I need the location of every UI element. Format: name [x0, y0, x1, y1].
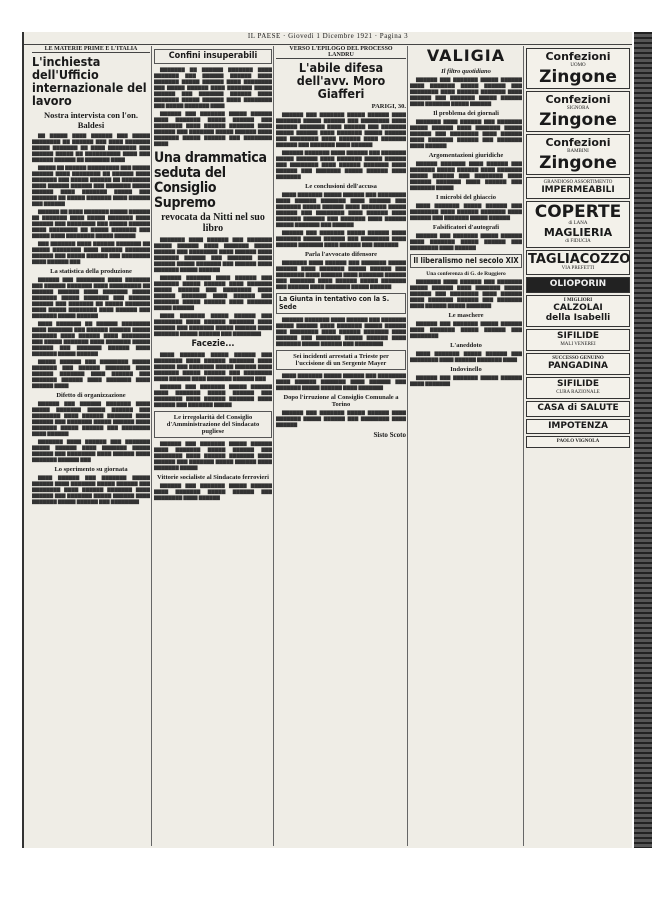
advertisement-impermeabili: GRANDIOSO ASSORTIMENTO IMPERMEABILI — [526, 177, 630, 199]
advertisement-zingone-signora: Confezioni SIGNORA Zingone — [526, 91, 630, 132]
article-body: ▇▇▇▇ ▇▇▇▇▇▇▇ ▇▇▇▇▇ ▇▇▇▇▇▇ ▇▇▇ ▇▇▇▇▇▇▇▇ ▇▇▇▇ ▇▇▇▇▇▇ ▇▇▇▇▇▇▇ ▇▇▇▇ — [410, 350, 522, 362]
column-rule — [523, 46, 524, 846]
article-subhead: revocata da Nitti nel suo libro — [161, 212, 265, 235]
article-signature: Sisto Scoto — [373, 431, 406, 440]
article-headline: La Giunta in tentativo con la S. Sede — [276, 293, 406, 314]
article-body: ▇▇▇▇▇▇▇ ▇▇▇▇ ▇▇▇▇▇▇ ▇▇▇ ▇▇▇▇▇▇▇ ▇▇▇▇▇ ▇▇▇▇▇▇ ▇▇▇▇ ▇▇▇▇▇▇▇ ▇▇▇▇▇ ▇▇▇▇▇▇ ▇▇▇ ▇▇▇▇▇▇▇▇ ▇▇▇▇ ▇▇▇▇▇▇ ▇▇▇▇ ▇▇▇▇▇▇▇ ▇▇▇▇▇▇ ▇▇▇ ▇▇▇▇▇▇▇ ▇▇▇▇ ▇▇▇▇▇▇ ▇▇▇▇▇ ▇▇▇▇▇▇▇ — [410, 278, 522, 308]
article-headline: Confini insuperabili — [154, 49, 272, 64]
advertisement-sifilide: SIFILIDE MALI VENEREI — [526, 329, 630, 351]
article-headline: Il liberalismo nel secolo XIX — [410, 254, 522, 268]
section-heading: Argomentazioni giuridiche — [428, 152, 504, 159]
article-subhead: Una conferenza di G. de Ruggiero — [426, 270, 506, 277]
column-3 — [276, 46, 406, 846]
left-margin — [0, 0, 8, 900]
article-body: ▇▇▇▇▇▇ ▇▇▇ ▇▇▇▇▇▇▇ ▇▇▇▇▇ ▇▇▇▇▇▇ ▇▇▇▇ ▇▇▇▇▇▇▇ ▇▇▇▇▇ ▇▇▇▇▇▇ ▇▇▇ ▇▇▇▇▇▇▇▇ ▇▇▇▇ ▇▇▇▇▇▇ ▇▇▇▇▇▇▇ ▇▇▇▇ ▇▇▇▇▇▇ ▇▇▇ ▇▇▇▇▇▇▇ ▇▇▇▇▇ ▇▇▇▇▇▇ ▇▇▇▇ ▇▇▇▇▇▇▇ ▇▇▇▇▇ ▇▇▇▇▇▇ ▇▇▇ ▇▇▇▇▇▇▇▇ ▇▇▇▇ ▇▇▇▇▇▇ ▇▇▇▇ ▇▇▇▇▇▇▇ ▇▇▇▇▇▇ ▇▇▇ ▇▇▇▇▇▇▇ ▇▇▇▇ ▇▇▇▇▇▇ ▇▇▇▇▇▇ ▇▇▇▇▇▇▇ ▇▇▇▇ ▇▇▇▇▇▇ ▇▇▇ ▇▇▇▇▇▇▇ ▇▇▇▇▇ ▇▇▇▇▇▇ ▇▇▇▇ ▇▇▇▇▇▇▇ ▇▇▇▇▇ ▇▇▇▇▇▇ ▇▇▇ ▇▇▇▇▇▇▇▇ ▇▇▇▇ ▇▇▇▇▇▇ ▇▇▇▇▇▇▇ ▇▇▇▇ ▇▇▇▇▇▇ ▇▇▇ ▇▇▇▇▇▇▇ ▇▇▇▇▇ ▇▇▇▇▇▇ ▇▇▇▇ ▇▇▇▇▇▇▇ — [276, 112, 406, 180]
article-headline: L'abile difesa dell'avv. Moro Giafferi — [296, 60, 386, 102]
dateline: PARIGI, 30. — [371, 103, 406, 111]
article-body: ▇▇▇▇▇▇ ▇▇▇ ▇▇▇▇▇▇▇▇ ▇▇▇▇ ▇▇▇▇▇▇▇ ▇▇▇ ▇▇▇▇▇▇ ▇▇▇▇▇▇▇ ▇▇▇▇ ▇▇▇▇▇▇▇▇▇ ▇▇ ▇▇▇▇▇▇ ▇▇▇▇▇▇ ▇▇▇▇ ▇▇▇▇▇▇▇ ▇▇▇▇▇ ▇▇▇▇▇▇▇ ▇▇▇▇▇ ▇▇▇▇▇▇▇ ▇▇▇ ▇▇▇▇▇▇ ▇▇▇▇▇▇ ▇▇▇ ▇▇▇▇▇▇▇ ▇▇ ▇▇▇▇▇ ▇▇▇▇▇▇▇ ▇▇▇▇ ▇▇▇▇▇ ▇▇▇▇▇▇▇▇ ▇▇▇▇ ▇▇▇▇▇▇ ▇▇▇ ▇▇▇▇▇▇▇ ▇▇▇▇▇ ▇▇▇▇▇▇ ▇▇▇▇ ▇▇▇▇▇▇▇ ▇▇ ▇▇▇▇▇▇ ▇▇▇▇▇▇▇▇ ▇▇▇▇ ▇▇▇▇▇▇▇ ▇▇▇ ▇▇▇▇▇▇ ▇▇▇▇▇▇ ▇▇▇▇▇ ▇▇▇▇▇▇▇ ▇▇▇▇ ▇▇▇▇▇▇ ▇▇▇▇ ▇▇▇▇▇▇▇▇ ▇▇▇ ▇▇▇▇▇ ▇▇▇▇▇▇▇ ▇▇▇▇ ▇▇▇▇▇▇▇ ▇▇▇▇▇ ▇▇▇▇▇▇ ▇▇▇ ▇▇▇▇▇▇▇ ▇▇▇▇▇▇ ▇▇▇▇ ▇▇▇▇▇▇▇ ▇▇▇▇▇ ▇▇▇▇▇▇ ▇▇▇▇▇ ▇▇▇▇▇▇ ▇▇▇ ▇▇▇▇▇▇▇▇ ▇▇▇▇▇ ▇▇▇▇▇▇▇ ▇▇▇ ▇▇▇▇▇▇ ▇▇▇▇▇▇▇ ▇▇▇▇ ▇▇▇▇▇▇ ▇▇▇▇▇▇▇ ▇▇▇▇ ▇▇▇▇▇▇ ▇▇▇ ▇▇▇▇▇▇▇ ▇▇▇▇▇▇ ▇▇▇▇ ▇▇▇▇▇▇▇ ▇▇▇▇ ▇▇▇▇▇▇ ▇▇▇▇ — [32, 276, 150, 388]
article-headline: Una drammatica seduta del Consiglio Supremo — [154, 150, 267, 211]
column-subtitle: Il filtro quotidiano — [441, 68, 491, 75]
article-kicker: VERSO L'EPILOGO DEL PROCESSO LANDRU — [276, 46, 406, 59]
section-heading: Parla l'avvocato difensore — [304, 251, 378, 259]
article-body: ▇▇▇▇▇▇▇ ▇▇ ▇▇▇▇▇▇ ▇▇▇▇▇▇▇ ▇▇▇▇ ▇▇▇▇▇▇▇ ▇▇▇ ▇▇▇▇▇▇ ▇▇▇▇▇▇ ▇▇▇▇ ▇▇▇▇▇▇▇ ▇▇▇▇▇ ▇▇▇▇▇▇ ▇▇▇▇ ▇▇▇▇▇▇▇▇ ▇▇▇ ▇▇▇▇▇ ▇▇▇▇▇▇ ▇▇▇▇ ▇▇▇▇▇▇▇ ▇▇▇▇▇ ▇▇▇▇▇▇ ▇▇▇ ▇▇▇▇▇▇▇ ▇▇▇▇▇▇ ▇▇▇▇ ▇▇▇▇▇▇▇ ▇▇▇▇▇ ▇▇▇▇▇▇ ▇▇▇▇ ▇▇▇▇▇▇▇▇ ▇▇▇ ▇▇▇▇▇ ▇▇▇▇▇▇▇ ▇▇▇▇ ▇▇▇▇▇▇ ▇▇▇ ▇▇▇▇▇▇▇ ▇▇▇▇▇ ▇▇▇▇▇▇ ▇▇▇▇ ▇▇▇▇▇▇▇ ▇▇▇▇▇ ▇▇▇▇▇▇ ▇▇▇ ▇▇▇▇▇▇▇▇ ▇▇▇▇ ▇▇▇▇▇▇ ▇▇▇▇▇▇▇ ▇▇▇▇ ▇▇▇▇▇▇ ▇▇▇ ▇▇▇▇▇▇▇ ▇▇▇▇▇ ▇▇▇▇▇▇ ▇▇▇▇ ▇▇▇▇▇▇▇ ▇▇▇▇▇ ▇▇▇▇▇▇ ▇▇▇ ▇▇▇▇▇▇▇▇ ▇▇▇▇ — [154, 67, 272, 147]
article-body: ▇▇▇▇▇▇ ▇▇▇ ▇▇▇▇▇▇▇ ▇▇▇▇▇ ▇▇▇▇▇▇ ▇▇▇▇ ▇▇▇▇▇▇▇ ▇▇▇▇▇ ▇▇▇▇▇▇ ▇▇▇ ▇▇▇▇▇▇▇▇ ▇▇▇▇ ▇▇▇▇▇▇ — [154, 482, 272, 500]
column-1 — [32, 46, 150, 846]
advertisement-cura-razionale: SIFILIDE CURA RAZIONALE — [526, 377, 630, 399]
article-body: ▇▇▇▇▇▇ ▇▇▇ ▇▇▇▇▇▇▇ ▇▇▇▇▇ ▇▇▇▇▇▇ ▇▇▇▇ ▇▇▇▇▇▇▇ ▇▇▇▇▇ ▇▇▇▇▇▇ ▇▇▇ ▇▇▇▇▇▇▇▇ ▇▇▇▇ ▇▇▇▇▇▇ ▇▇▇▇▇▇▇ ▇▇▇▇ ▇▇▇▇▇▇ ▇▇▇ ▇▇▇▇▇▇▇ ▇▇▇▇▇ ▇▇▇▇▇▇ ▇▇▇▇ ▇▇▇▇▇▇▇ ▇▇▇▇▇ — [154, 440, 272, 470]
page-masthead: IL PAESE · Giovedì 1 Dicembre 1921 · Pagina 3 — [24, 32, 632, 45]
column-2 — [154, 46, 272, 846]
article-body: ▇▇▇▇▇▇ ▇▇▇ ▇▇▇▇▇▇▇ ▇▇▇▇▇ ▇▇▇▇▇▇ ▇▇▇▇ ▇▇▇▇▇▇▇ ▇▇▇▇▇ ▇▇▇▇▇▇ ▇▇▇ ▇▇▇▇▇▇▇▇ ▇▇▇▇ ▇▇▇▇▇▇ — [276, 410, 406, 428]
article-body: ▇▇▇▇▇▇ ▇▇▇ ▇▇▇▇▇▇ ▇▇▇▇▇▇▇ ▇▇▇▇ ▇▇▇▇▇ ▇▇▇▇▇▇▇ ▇▇▇▇▇ ▇▇▇▇▇▇ ▇▇▇ ▇▇▇▇▇▇▇▇ ▇▇▇▇ ▇▇▇▇▇▇ ▇▇▇▇▇▇▇ ▇▇▇▇ ▇▇▇▇▇▇ ▇▇▇ ▇▇▇▇▇▇▇ ▇▇▇▇▇ ▇▇▇▇▇▇ ▇▇▇▇ ▇▇▇▇▇▇▇ ▇▇▇▇▇ ▇▇▇▇▇▇ ▇▇▇ ▇▇▇▇▇▇▇▇ ▇▇▇▇ ▇▇▇▇▇▇ ▇▇▇▇▇▇▇ ▇▇▇▇ ▇▇▇▇▇▇ ▇▇▇ ▇▇▇▇▇▇▇ ▇▇▇▇▇ ▇▇▇▇▇▇ ▇▇▇▇ ▇▇▇▇▇▇▇ ▇▇▇▇▇ ▇▇▇▇▇▇ ▇▇▇ ▇▇▇▇▇▇▇▇ ▇▇▇▇ ▇▇▇▇▇▇ ▇▇▇▇ ▇▇▇▇▇▇▇ ▇▇▇▇▇▇ ▇▇▇ — [32, 400, 150, 462]
brief-headline: Vittorie socialiste al Sindacato ferrovieri — [157, 473, 269, 481]
column-title: VALIGIA — [426, 46, 506, 65]
article-kicker: LE MATERIE PRIME E L'ITALIA — [32, 46, 150, 53]
column-rule — [407, 46, 408, 846]
newspaper-page — [22, 32, 632, 848]
advertisement-zingone-uomo: Confezioni UOMO Zingone — [526, 48, 630, 89]
advertisement-calzolai: I MIGLIORI CALZOLAI della Isabelli — [526, 295, 630, 327]
section-heading: Le maschere — [448, 311, 484, 319]
article-headline: L'inchiesta dell'Ufficio internazionale del lavoro — [32, 54, 147, 109]
section-heading: L'aneddoto — [450, 341, 482, 349]
article-headline: Facezie... — [191, 339, 235, 350]
article-body: ▇▇▇▇▇▇ ▇▇▇ ▇▇▇▇▇▇▇ ▇▇▇▇▇ ▇▇▇▇▇▇ ▇▇▇▇ ▇▇▇▇▇▇▇ ▇▇▇▇▇ ▇▇▇▇▇▇ ▇▇▇ ▇▇▇▇▇▇▇▇ ▇▇▇▇ ▇▇▇▇▇▇ — [410, 233, 522, 250]
article-body: ▇▇▇▇ ▇▇▇▇▇▇▇ ▇▇▇▇▇ ▇▇▇▇▇▇ ▇▇▇ ▇▇▇▇▇▇▇▇ ▇▇▇▇ ▇▇▇▇▇▇ ▇▇▇▇▇▇▇ ▇▇▇▇ ▇▇▇▇▇▇ ▇▇▇ ▇▇▇▇▇▇▇ ▇▇▇▇▇ ▇▇▇▇▇▇ — [410, 203, 522, 220]
column-rule — [151, 46, 152, 846]
column-rule — [273, 46, 274, 846]
article-subhead: Nostra intervista con l'on. Baldesi — [44, 109, 138, 130]
section-heading: Difetto di organizzazione — [56, 391, 126, 399]
advertisement-zingone-bambini: Confezioni BAMBINI Zingone — [526, 134, 630, 175]
scan-edge-strip — [634, 32, 652, 848]
section-heading: Indovinello — [450, 365, 482, 373]
brief-headline: Sei incidenti arrestati a Trieste per l'uccisione di un Sergente Mayer — [276, 350, 406, 370]
article-body: ▇▇▇▇▇▇▇ ▇▇▇▇ ▇▇▇▇▇▇ ▇▇▇ ▇▇▇▇▇▇▇ ▇▇▇▇▇ ▇▇▇▇▇▇ ▇▇▇▇ ▇▇▇▇▇▇▇ ▇▇▇▇▇ ▇▇▇▇▇▇ ▇▇▇ ▇▇▇▇▇▇▇▇ ▇▇▇▇ ▇▇▇▇▇▇ ▇▇▇▇ ▇▇▇▇▇▇▇ ▇▇▇▇▇▇ ▇▇▇ ▇▇▇▇▇▇▇ ▇▇▇▇ ▇▇▇▇▇▇ ▇▇▇▇▇ ▇▇▇▇▇▇▇ ▇▇▇ ▇▇▇▇▇▇ ▇▇▇▇ ▇▇▇▇▇▇▇ ▇▇▇▇▇ ▇▇▇▇▇▇ ▇▇▇▇▇▇ ▇▇▇▇▇▇▇ ▇▇▇▇ ▇▇▇▇▇▇ ▇▇▇ ▇▇▇▇▇▇▇ ▇▇▇▇▇ ▇▇▇▇▇▇ ▇▇▇▇ ▇▇▇▇▇▇▇ ▇▇▇▇▇ ▇▇▇▇▇▇ ▇▇▇ ▇▇▇▇▇▇▇▇ ▇▇▇▇ ▇▇▇▇▇▇ ▇▇▇▇▇▇▇ ▇▇▇▇ ▇▇▇▇▇▇ ▇▇▇ ▇▇▇▇▇▇▇ ▇▇▇▇▇ ▇▇▇▇▇▇ ▇▇▇▇ ▇▇▇▇▇▇▇ ▇▇▇▇▇ ▇▇▇▇▇▇ ▇▇▇▇ ▇▇▇▇▇▇▇ ▇▇▇▇▇ ▇▇▇▇▇▇ ▇▇▇ ▇▇▇▇▇▇▇▇ ▇▇▇▇ ▇▇▇▇▇▇ ▇▇▇▇▇▇▇ ▇▇▇▇ ▇▇▇▇▇▇ ▇▇▇ ▇▇▇▇▇▇▇ ▇▇▇▇▇ ▇▇▇▇▇▇ ▇▇▇▇ ▇▇▇▇▇▇▇ ▇▇▇▇▇ ▇▇▇▇▇▇ ▇▇▇ ▇▇▇▇▇▇▇▇ — [154, 237, 272, 337]
section-heading: Le conclusioni dell'accusa — [305, 183, 377, 191]
advertisement-paolo-vignola: PAOLO VIGNOLA — [526, 436, 630, 448]
advertisement-casa-di-salute: CASA di SALUTE — [526, 401, 630, 417]
article-body: ▇▇▇▇ ▇▇▇▇▇▇▇ ▇▇▇▇▇ ▇▇▇▇▇▇ ▇▇▇ ▇▇▇▇▇▇▇▇ ▇▇▇▇ ▇▇▇▇▇▇ ▇▇▇▇▇▇▇ ▇▇▇▇ ▇▇▇▇▇▇ ▇▇▇ ▇▇▇▇▇▇▇ ▇▇▇▇▇ ▇▇▇▇▇▇ ▇▇▇▇ ▇▇▇▇▇▇▇ ▇▇▇▇▇ ▇▇▇▇▇▇ ▇▇▇ ▇▇▇▇▇▇▇▇ ▇▇▇▇ ▇▇▇▇▇▇ ▇▇▇▇ ▇▇▇▇▇▇▇ ▇▇▇▇▇▇ ▇▇▇ ▇▇▇▇▇▇ ▇▇▇ ▇▇▇▇▇▇▇ ▇▇▇▇▇ ▇▇▇▇▇▇ ▇▇▇▇ ▇▇▇▇▇▇▇ ▇▇▇▇▇ ▇▇▇▇▇▇ ▇▇▇ ▇▇▇▇▇▇▇▇ ▇▇▇▇ ▇▇▇▇▇▇ ▇▇▇▇▇▇▇ ▇▇▇▇ ▇▇▇▇▇▇ ▇▇▇ ▇▇▇▇▇▇▇ ▇▇▇▇▇ — [154, 351, 272, 407]
advertisement-tagliacozzo: TAGLIACOZZO VIA PREFETTI — [526, 250, 630, 275]
advertisement-coperte: COPERTE di LANA MAGLIERIA di FIDUCIA — [526, 201, 630, 248]
column-4 — [410, 46, 522, 846]
advertisement-impotenza: IMPOTENZA — [526, 419, 630, 435]
brief-headline: Le irregolarità del Consiglio d'Amministrazione del Sindacato pugliese — [154, 411, 272, 438]
article-body: ▇▇▇▇▇▇▇ ▇▇▇▇ ▇▇▇▇▇▇ ▇▇▇ ▇▇▇▇▇▇▇ ▇▇▇▇▇ ▇▇▇▇▇▇ ▇▇▇▇ ▇▇▇▇▇▇▇ ▇▇▇▇▇ ▇▇▇▇▇▇ ▇▇▇ ▇▇▇▇▇▇▇▇ ▇▇▇▇ ▇▇▇▇▇▇ ▇▇▇▇ ▇▇▇▇▇▇▇ ▇▇▇▇▇▇ ▇▇▇ ▇▇▇▇▇▇▇ ▇▇▇▇ ▇▇▇▇▇▇ — [410, 119, 522, 148]
column-5-ads — [526, 46, 630, 846]
article-body: ▇▇▇▇▇▇ ▇▇▇ ▇▇▇▇▇▇▇ ▇▇▇▇▇ ▇▇▇▇▇▇ ▇▇▇▇ ▇▇▇▇▇▇▇ ▇▇▇▇▇ ▇▇▇▇▇▇ ▇▇▇ ▇▇▇▇▇▇▇▇ ▇▇▇▇ ▇▇▇▇▇▇ ▇▇▇▇▇▇▇ ▇▇▇▇ ▇▇▇▇▇▇ ▇▇▇ ▇▇▇▇▇▇▇ ▇▇▇▇▇ ▇▇▇▇▇▇ ▇▇▇▇ ▇▇▇▇▇▇▇ ▇▇▇▇▇ ▇▇▇▇▇▇ — [410, 77, 522, 106]
section-heading: Il problema dei giornali — [433, 110, 499, 117]
article-body: ▇▇▇▇▇▇ ▇▇▇ ▇▇▇▇▇▇▇ ▇▇▇▇▇ ▇▇▇▇▇▇ ▇▇▇▇ ▇▇▇▇▇▇▇ — [410, 374, 522, 386]
advertisement-olioporin: OLIOPORIN — [526, 277, 630, 293]
article-body: ▇▇▇▇ ▇▇▇▇▇▇▇ ▇▇▇▇▇ ▇▇▇▇▇▇ ▇▇▇ ▇▇▇▇▇▇▇▇ ▇▇▇▇ ▇▇▇▇▇▇ ▇▇▇▇▇▇▇ ▇▇▇▇ ▇▇▇▇▇▇ ▇▇▇ ▇▇▇▇▇▇▇ ▇▇▇▇▇ ▇▇▇▇▇▇ ▇▇▇▇ ▇▇▇▇▇▇▇ — [276, 373, 406, 391]
article-body: ▇▇▇▇▇▇▇ ▇▇▇▇ ▇▇▇▇▇▇ ▇▇▇ ▇▇▇▇▇▇▇ ▇▇▇▇▇ ▇▇▇▇▇▇ ▇▇▇▇ ▇▇▇▇▇▇▇ ▇▇▇▇▇ ▇▇▇▇▇▇ ▇▇▇ ▇▇▇▇▇▇▇▇ ▇▇▇▇ ▇▇▇▇▇▇ ▇▇▇▇ ▇▇▇▇▇▇▇ ▇▇▇▇▇▇ ▇▇▇ ▇▇▇▇▇▇▇ ▇▇▇▇ ▇▇▇▇▇▇ ▇▇▇▇▇ ▇▇▇▇▇▇▇ ▇▇▇ ▇▇▇▇▇▇ ▇▇▇▇ ▇▇▇▇▇▇▇ ▇▇▇▇▇ ▇▇▇▇▇▇ — [276, 260, 406, 290]
section-heading: I microbi del ghiaccio — [435, 194, 496, 201]
brief-headline: Dopo l'irruzione al Consiglio Comunale a Torino — [283, 394, 399, 409]
section-heading: Lo sperimento su giornata — [54, 465, 128, 473]
section-heading: Falsificatori d'autografi — [432, 224, 500, 231]
section-heading: La statistica della produzione — [50, 267, 132, 275]
article-body: ▇▇▇▇▇▇ ▇▇▇ ▇▇▇▇▇▇▇ ▇▇▇▇▇ ▇▇▇▇▇▇ ▇▇▇▇ ▇▇▇▇▇▇▇ ▇▇▇▇▇ ▇▇▇▇▇▇ ▇▇▇ ▇▇▇▇▇▇▇▇ — [410, 320, 522, 338]
article-body: ▇▇▇▇ ▇▇▇▇▇▇▇ ▇▇▇▇▇ ▇▇▇▇▇▇ ▇▇▇ ▇▇▇▇▇▇▇▇ ▇▇▇▇ ▇▇▇▇▇▇ ▇▇▇▇▇▇▇ ▇▇▇▇ ▇▇▇▇▇▇ ▇▇▇ ▇▇▇▇▇▇▇ ▇▇▇▇▇ ▇▇▇▇▇▇ ▇▇▇▇ ▇▇▇▇▇▇▇ ▇▇▇▇▇ ▇▇▇▇▇▇ ▇▇▇ ▇▇▇▇▇▇▇▇ ▇▇▇▇ ▇▇▇▇▇▇ ▇▇▇▇ ▇▇▇▇▇▇▇ ▇▇▇▇▇▇ ▇▇▇ ▇▇▇▇▇▇▇ ▇▇▇▇ ▇▇▇▇▇▇ ▇▇▇▇▇ ▇▇▇▇▇▇▇ ▇▇▇ ▇▇▇▇▇▇ ▇▇▇▇▇▇ ▇▇▇ ▇▇▇▇▇▇▇ ▇▇▇▇▇ ▇▇▇▇▇▇ ▇▇▇▇ ▇▇▇▇▇▇▇ ▇▇▇▇▇ ▇▇▇▇▇▇ ▇▇▇ ▇▇▇▇▇▇▇▇ ▇▇▇▇ ▇▇▇▇▇▇ ▇▇▇▇▇▇▇ ▇▇▇▇ ▇▇▇▇▇▇ ▇▇▇ ▇▇▇▇▇▇▇ — [276, 192, 406, 248]
article-body: ▇▇ ▇▇▇▇▇ ▇▇▇▇ ▇▇▇▇▇▇ ▇▇▇ ▇▇▇▇▇ ▇▇▇▇▇▇▇▇ ▇▇ ▇▇▇▇▇▇ ▇▇▇ ▇▇▇▇ ▇▇▇▇▇▇▇ ▇▇▇▇▇ ▇▇▇▇▇▇▇ ▇▇ ▇▇▇▇ ▇▇▇▇▇▇▇▇ ▇▇▇ ▇▇▇▇▇▇ ▇▇▇▇▇ ▇▇ ▇▇▇▇▇▇▇▇▇▇ ▇▇▇▇ ▇▇▇ ▇▇▇▇▇▇ ▇▇▇▇▇▇ ▇▇ ▇▇▇▇▇▇▇ ▇▇▇▇ ▇▇▇▇▇ ▇▇ ▇▇▇▇▇▇ ▇▇▇▇▇▇▇▇▇ ▇▇▇ ▇▇▇▇▇ ▇▇▇▇▇▇ ▇▇▇▇ ▇▇▇▇▇▇▇▇ ▇▇ ▇▇▇▇▇▇ ▇▇▇▇ ▇▇▇▇▇▇▇ ▇▇▇ ▇▇▇▇▇ ▇▇▇▇▇▇ ▇▇ ▇▇▇▇▇▇▇▇ ▇▇▇▇ ▇▇▇▇▇▇ ▇▇▇▇▇▇ ▇▇▇ ▇▇▇▇▇▇▇ ▇▇▇▇▇ ▇▇▇▇▇▇ ▇▇▇▇ ▇▇▇▇▇▇▇ ▇▇▇▇▇ ▇▇▇ ▇▇▇▇▇▇▇ ▇▇ ▇▇▇▇▇ ▇▇▇▇▇▇▇ ▇▇▇▇ ▇▇▇▇▇▇ ▇▇▇ ▇▇▇▇▇▇ ▇▇▇▇▇▇ ▇▇ ▇▇▇▇ ▇▇▇▇▇▇▇ ▇▇▇▇▇ ▇▇▇▇▇▇ ▇▇ ▇▇▇▇▇▇▇ ▇▇▇▇ ▇▇▇▇▇ ▇▇▇▇▇▇▇ ▇▇▇▇ ▇▇▇▇▇▇ ▇▇▇ ▇▇▇▇▇▇▇▇ ▇▇▇ ▇▇▇▇▇ ▇▇▇▇▇▇ ▇▇▇▇ ▇▇▇▇▇▇▇▇ ▇▇ ▇▇▇▇▇ ▇▇▇▇▇▇▇ ▇▇▇ ▇▇▇▇▇ ▇▇▇▇ ▇▇▇▇▇▇▇▇ ▇▇▇▇▇ ▇▇▇▇▇▇ ▇▇▇ ▇▇▇▇▇▇▇ ▇▇▇▇ ▇▇▇▇▇▇ ▇▇▇▇▇▇▇ ▇▇ ▇▇▇▇▇ ▇▇▇▇▇▇▇▇ ▇▇▇▇ ▇▇▇▇▇▇ ▇▇▇▇▇▇▇ ▇▇▇▇▇▇ ▇▇▇ ▇▇▇▇▇ ▇▇▇▇▇▇ ▇▇▇ ▇▇▇▇▇▇▇▇ ▇▇▇▇ ▇▇▇▇▇▇ ▇▇▇ — [32, 132, 150, 264]
article-body: ▇▇▇▇▇▇ ▇▇▇▇▇▇▇ ▇▇▇▇ ▇▇▇▇▇▇ ▇▇▇ ▇▇▇▇▇▇▇ ▇▇▇▇▇ ▇▇▇▇▇▇ ▇▇▇▇ ▇▇▇▇▇▇▇ ▇▇▇▇▇ ▇▇▇▇▇▇ ▇▇▇ ▇▇▇▇▇▇▇▇ ▇▇▇▇ ▇▇▇▇▇▇ ▇▇▇▇▇▇▇ ▇▇▇▇ ▇▇▇▇▇▇ ▇▇▇ ▇▇▇▇▇▇▇ ▇▇▇▇▇ — [410, 161, 522, 190]
article-body: ▇▇▇▇▇▇ ▇▇▇▇▇▇▇ ▇▇▇▇ ▇▇▇▇▇▇ ▇▇▇ ▇▇▇▇▇▇▇ ▇▇▇▇▇ ▇▇▇▇▇▇ ▇▇▇▇ ▇▇▇▇▇▇▇ ▇▇▇▇▇ ▇▇▇▇▇▇ ▇▇▇ ▇▇▇▇▇▇▇▇ ▇▇▇▇ ▇▇▇▇▇▇ ▇▇▇▇▇▇▇ ▇▇▇▇ ▇▇▇▇▇▇ ▇▇▇ ▇▇▇▇▇▇▇ ▇▇▇▇▇ ▇▇▇▇▇▇ ▇▇▇▇ ▇▇▇▇▇▇▇ ▇▇▇▇▇ ▇▇▇▇▇▇ ▇▇▇ ▇▇▇▇▇▇▇▇ — [276, 317, 406, 347]
advertisement-pangadina: SUCCESSO GENUINO PANGADINA — [526, 353, 630, 375]
article-body: ▇▇▇▇ ▇▇▇▇▇▇ ▇▇▇ ▇▇▇▇▇▇▇ ▇▇▇▇▇ ▇▇▇▇▇▇ ▇▇▇▇ ▇▇▇▇▇▇▇ ▇▇▇▇▇ ▇▇▇▇▇▇ ▇▇▇ ▇▇▇▇▇▇▇▇ ▇▇▇▇ ▇▇▇▇▇▇ ▇▇▇▇▇▇▇ ▇▇▇▇ ▇▇▇▇▇▇ ▇▇▇ ▇▇▇▇▇▇▇ ▇▇▇▇▇ ▇▇▇▇▇▇ ▇▇▇▇ ▇▇▇▇▇▇▇ ▇▇▇▇▇ ▇▇▇▇▇▇ ▇▇▇ ▇▇▇▇▇▇▇▇ — [32, 474, 150, 504]
